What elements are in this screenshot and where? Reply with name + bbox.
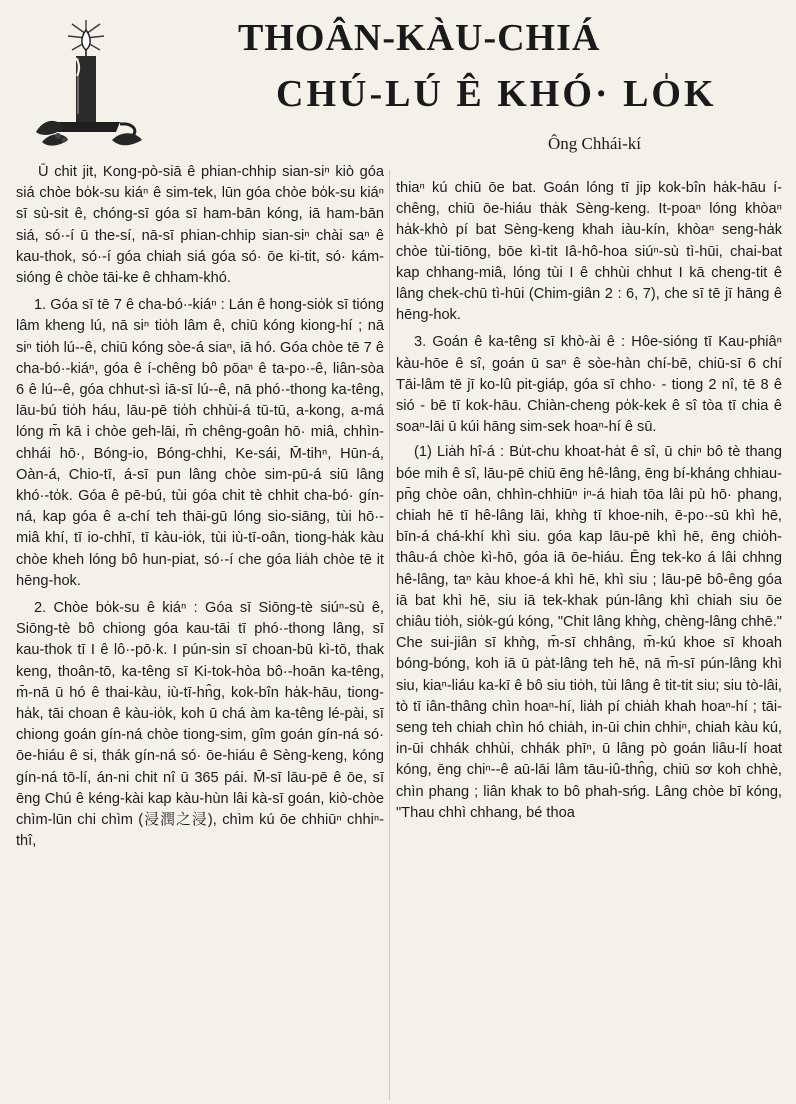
left-column bbox=[16, 162, 384, 853]
author-byline: Ông Chhái-kí bbox=[548, 134, 642, 153]
candle-illustration bbox=[28, 14, 148, 154]
title-line-2: CHÚ-LÚ Ê KHÓ· LO̍K bbox=[276, 73, 717, 115]
section-1-paragraph: 1. Góa sī tē 7 ê cha-bó·-kiáⁿ : Lán ê hong-sio̍k sī tióng lâm kheng lú, nā siⁿ tio̍h lâm ê, chiū kóng kiong-hí ; nā siⁿ tio̍h lú--ê, chiū kóng sòe-á siaⁿ, iā hó. Góa chòe tē 7 ê cha-bó·-kiáⁿ, góa ê í-chêng bô pōaⁿ ê ta-po·-ê, liân-sòa 6 ê lú--ê, góa chhut-sì iā-sī lú--ê, nā phó·-thong ka-têng, lāu-bú tio̍h háu, lāu-pē tio̍h chhùi-á tū-tū, a-kong, a-má lóng m̄ kā i chòe geh-lāi, m̄ chêng-goân hō· miâ, chhìn-chhái hō·, Bóng-io, Bóng-chhi, Ke-sái, M̄-tihⁿ, Hūn-á, Oàn-á, Chio-tī, á-sī pun lâng chòe sim-pū-á siū lâng khó·-to̍k. Góa ê pē-bú, tùi góa chit tè chhit cha-bó· gín-ná, kap góa ê a-chí teh thāi-gū lóng sio-siāng, tùi hō·-miâ khí, tī io-chhī, tī kàu-io̍k, tùi iù-tī-oân, tiong-ha̍k kàu chòe kheh lóng bô hun-piat, só·-í che góa lia̍h chòe tē it hēng-hok. bbox=[16, 297, 384, 589]
subsection-1-paragraph: (1) Lia̍h hî-á : Bu̍t-chu khoat-ha̍t ê sî, ū chiⁿ bô tè thang bóe mih ê sî, lāu-pē chiū ēng hê-lâng, ēng bí-kháng chhiau-pn̄g chòe oân, chhìn-chhiūⁿ iⁿ-á hiah tōa lâi pù hō· phang, chiah hē tī hê-lâng lāi, khǹg tī khoe-nih, ē-po·-sū khì hē, bīn-á chá-khí khì siu. góa kap lāu-pē khì hē, ēng chio̍h-thâu-á chòe kì-hō, góa iā ōe-hiáu. Ēng tek-ko á lâi chhng hê-lâng, taⁿ kàu khoe-á khì hē, khì siu ; lāu-pē bô-êng góa iā bat khì hē, siu iā tek-khak pún-lâng khì chiah siu ōe chiâu tio̍h, sio̍k-gú kóng, "Chit lâng khǹg, chèng-lâng chhē." Che sui-jiân sī khǹg, m̄-sī chhâng, m̄-kú khoe sī khoah bóng-bóng, koh iā ū pa̍t-lâng teh hē, nā m̄-sī pún-lâng khì siu, kiaⁿ-liáu ka-kī ê bô siu tio̍h, tùi lâng ê tit-tit siu; siu tò-lâi, tò tī iân-thâng chìn hoaⁿ-hí, lia̍h pí chia̍h khah hoaⁿ-hí ; tāi-seng teh chiah chìn hó chia̍h, in-ūi chin chhiⁿ, chiah kàu kú, in-ūi chhák chhùi, chhák phīⁿ, ū lâng pò goán liâu-lí hoat kóng, ēng chiⁿ--ê aū-lāi lâm tāu-iû-thn̂g, chiū sơ koh chhè, chìn phang ; liân khak to bô phah-sńg. Lâng chòe bī kóng, "Thau chhì chhang, bé thoa bbox=[396, 444, 782, 821]
right-column bbox=[396, 178, 782, 824]
flame bbox=[82, 30, 90, 50]
column-rule bbox=[389, 170, 390, 1100]
intro-paragraph: Ū chit jit, Kong-pò-siā ê phian-chhip sian-siⁿ kiò góa siá chòe bo̍k-su kiáⁿ ê sim-tek, lūn góa chòe bo̍k-su kiáⁿ sī sù-sit ê, chóng-sī góa sī ham-bān kóng, iā ham-bān siá, só·-í ū the-sí, nā-sī phian-chhip sian-siⁿ chài saⁿ ê kau-thok, só·-í góa chiah siá góa só· ōe ki-tit, só· kám-sióng ê chòe tāi-ke ê chham-khó. bbox=[16, 164, 384, 287]
title-line-1: THOÂN-KÀU-CHIÁ bbox=[238, 17, 601, 59]
section-2-paragraph: 2. Chòe bo̍k-su ê kiáⁿ : Góa sī Siōng-tè siúⁿ-sù ê, Siōng-tè bô chiong góa kau-tāi tī phó·-thong lâng, sī kau-thok tī I ê lô·-pō·k. I pún-sin sī choan-bū kì-tō, thak keng, thoân-tō, ka-têng sī Ki-tok-hòa bô·-hoān ka-têng, m̄-nā ū hó ê thai-kàu, iù-tī-hn̂g, kok-bîn ha̍k-hāu, tiong-ha̍k, tāi choan ê kàu-io̍k, koh ū chá àm ka-têng lé-pài, sī chiong goán gín-ná chòe tiong-sim, gîm goán gín-ná só· ōe-hiáu ê si, thák gín-ná só· ōe-hiáu ê Sèng-keng, kóng gín-ná tō-lí, án-ni chit nî ū 365 pái. M̄-sī lāu-pē ê ōe, sī ēng Chú ê kéng-kài kap kàu-hùn lâi kà-sī goán, kiò-chòe chìm-lūn chi chìm (浸潤之浸), chìm kú ōe chhiūⁿ chhiⁿ-thî, bbox=[16, 600, 384, 850]
candle-holder bbox=[54, 122, 120, 132]
continuation-paragraph: thiaⁿ kú chiū ōe bat. Goán lóng tī jip kok-bîn ha̍k-hāu í-chêng, chiū ōe-hiáu tha̍k Sèng-keng. It-poaⁿ lóng khòaⁿ ha̍k-khò pí bat Sèng-keng khah iàu-kín, khòaⁿ seng-ha̍k chòe tùi-tiōng, bōe kì-tit Iâ-hô-hoa siúⁿ-sù tì-hūi, chai-bat kap chhang-miâ, lóng tùi I ê chhùi chhut I kā cheng-tit ê lâng chek-chū tì-hūi (Chim-giân 2 : 6, 7), che sī tē jī hāng ê hēng-hok. bbox=[396, 180, 782, 324]
section-3-paragraph: 3. Goán ê ka-têng sī khò-ài ê : Hôe-sióng tī Kau-phiâⁿ kàu-hōe ê sî, goán ū saⁿ ê sòe-hàn chí-bē, chiū-sī 6 chí Tāi-lâm tē jī ko-lû pit-giáp, góa sī chho· - tiong 2 nî, tē 8 ê sió - bē tī kok-hāu. Chiàn-cheng po̍k-kek ê sî tòa tī chia ê soaⁿ-lāi ū kúi hāng sim-sek hoaⁿ-hí ê sū. bbox=[396, 334, 782, 436]
